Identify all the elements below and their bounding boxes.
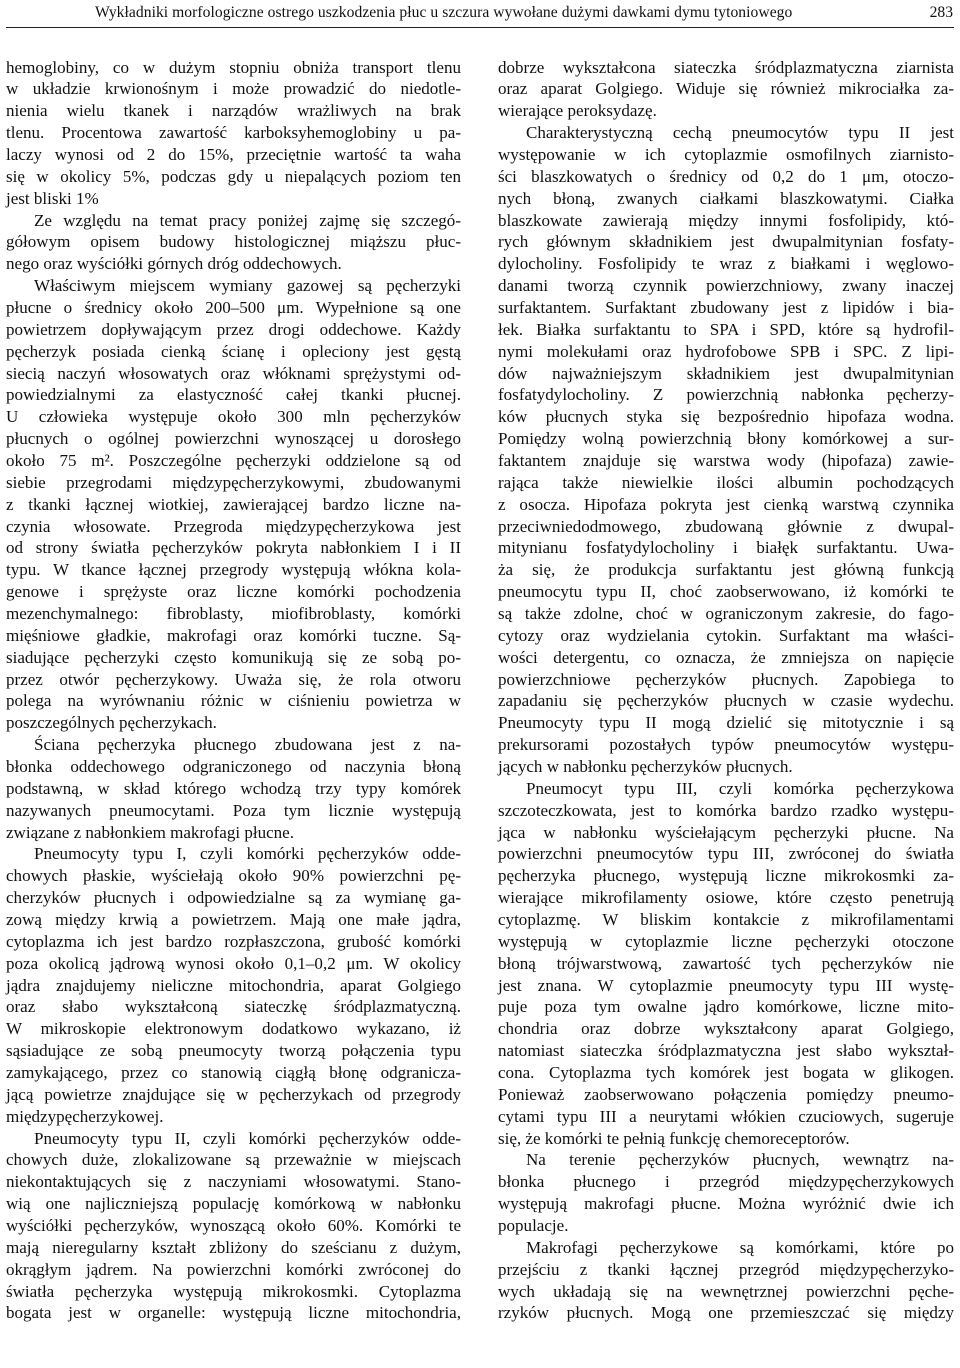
text-line: bogata jest w organelle: występują liczne mitochondria, <box>6 1303 461 1323</box>
text-line: Pneumocyt typu III, czyli komórka pęcherzykowa <box>526 778 954 798</box>
text-line: wierające peroksydazę. <box>498 101 657 121</box>
text-line: Makrofagi pęcherzykowe są komórkami, które po <box>526 1237 954 1257</box>
text-line: jących w nabłonku pęcherzyków płucnych. <box>498 757 793 776</box>
text-line: poza okolicą jądrową wynosi około 0,1–0,2 μm. W okolicy <box>6 953 461 973</box>
text-line: występowanie w ich cytoplazmie osmofilnych ziarnisto- <box>498 144 954 164</box>
text-line: oraz aparat Golgiego. Widuje się również mikrociałka za- <box>498 79 954 99</box>
text-line: się w okolicy 5%, podczas gdy u niepalących poziom ten <box>6 166 461 186</box>
text-line: W mikroskopie elektronowym dodatkowo wykazano, iż <box>6 1019 461 1039</box>
text-line: chowych duże, zlokalizowane są przeważnie w miejscach <box>6 1150 461 1170</box>
text-line: wierające mikrofilamenty osiowe, które często penetrują <box>498 888 954 908</box>
text-line: Właściwym miejscem wymiany gazowej są pęcherzyki <box>34 276 461 296</box>
text-line: światła pęcherzyka występują mikrokosmki. Cytoplazma <box>6 1281 461 1301</box>
text-line: powierzchniowe pęcherzyków płucnych. Zapobiega to <box>498 669 954 689</box>
text-line: siebie przegrodami międzypęcherzykowymi, zbudowanymi <box>6 472 461 492</box>
text-line: cherzyków płucnych i odpowiedzialne są za wymianę ga- <box>6 888 461 908</box>
text-line: z tkanki łącznej wiotkiej, zawierającej bardzo liczne na- <box>6 494 461 514</box>
text-line: Pneumocyty typu I, czyli komórki pęcherzyków odde- <box>34 844 461 864</box>
text-line: laczy wynosi od 2 do 15%, przeciętnie wartość ta waha <box>6 144 461 164</box>
text-line: występują makrofagi płucne. Można wyróżnić dwie ich <box>498 1194 954 1214</box>
text-line: rająca także niewielkie ilości albumin pochodzących <box>498 472 954 492</box>
text-line: typu. W tkance łącznej przegrody występują włókna kola- <box>6 560 461 580</box>
page-number: 283 <box>929 4 953 21</box>
text-line: chowych płaskie, wyściełają około 90% powierzchni pę- <box>6 866 461 886</box>
text-line: gółowym opisem budowy histologicznej miąższu płuc- <box>6 232 461 252</box>
left-text-column <box>6 57 461 1325</box>
text-line: Pomiędzy wolną powierzchnią błony komórkowej a sur- <box>498 429 954 449</box>
text-line: rzyków płucnych. Mogą one przemieszczać się między <box>498 1303 954 1323</box>
text-line: dobrze wykształcona siateczka śródplazmatyczna ziarnista <box>498 57 954 77</box>
text-line: około 75 m². Poszczególne pęcherzyki oddzielone są od <box>6 450 461 470</box>
text-line: zapadaniu się pęcherzyków płucnych w czasie wydechu. <box>498 691 954 711</box>
text-line: puje poza tym owalne jądro komórkowe, liczne mito- <box>498 997 954 1017</box>
text-line: cona. Cytoplazma tych komórek jest bogata w glikogen. <box>498 1063 954 1083</box>
text-line: w układzie krwionośnym i może prowadzić do niedotle- <box>6 79 461 99</box>
text-line: powierzchni pneumocytów typu III, zwróconej do światła <box>498 844 954 864</box>
text-line: podstawną, w skład którego wchodzą trzy typy komórek <box>6 778 461 798</box>
text-line: pneumocytu typu II, choć zaobserwowano, iż komórki te <box>498 582 954 602</box>
text-line: siecią naczyń włosowatych oraz włóknami sprężystymi od- <box>6 363 461 383</box>
text-line: międzypęcherzykowej. <box>6 1106 164 1126</box>
text-line: dylocholiny. Fosfolipidy te wraz z białkami i węglowo- <box>498 254 954 274</box>
text-line: Ściana pęcherzyka płucnego zbudowana jest z na- <box>34 735 461 755</box>
text-line: powietrzem dopływającym przez drogi oddechowe. Każdy <box>6 319 461 339</box>
text-line: płucne o średnicy około 200–500 μm. Wypełnione są one <box>6 297 461 317</box>
text-line: nienia wielu tkanek i narządów wrażliwych na brak <box>6 101 461 121</box>
text-line: nego oraz wyściółki górnych dróg oddechowych. <box>6 254 342 274</box>
text-line: wych układają się na wewnętrznej powierzchni pęche- <box>498 1281 954 1301</box>
text-line: surfaktantem. Surfaktant zbudowany jest z lipidów i bia- <box>498 297 954 317</box>
text-line: łek. Białka surfaktantu to SPA i SPD, które są hydrofil- <box>498 319 954 339</box>
text-line: polega na wyrównaniu różnic w ciśnieniu powietrza w <box>6 691 461 711</box>
text-line: zową między krwią a powietrzem. Mają one małe jądra, <box>6 910 461 930</box>
text-line: mają nieregularny kształt zbliżony do sześcianu z dużym, <box>6 1237 461 1257</box>
text-line: Ze względu na temat pracy poniżej zajmę się szczegó- <box>34 210 461 230</box>
text-line: oraz słabo wykształconą siateczkę śródplazmatyczną. <box>6 997 461 1017</box>
text-line: nymi molekułami oraz hydrofobowe SPB i SPC. Z lipi- <box>498 341 954 361</box>
text-line: Charakterystyczną cechą pneumocytów typu II jest <box>526 123 954 143</box>
text-line: U człowieka występuje około 300 mln pęcherzyków <box>6 407 461 427</box>
text-line: cytoplazma ich jest bardzo rozpłaszczona, grubość komórki <box>6 931 461 951</box>
text-line: jąca w nabłonku wyściełającym pęcherzyki płucne. Na <box>498 822 954 842</box>
text-line: mięśniowe gładkie, makrofagi oraz komórki tuczne. Są- <box>6 625 461 645</box>
text-line: cytoplazmę. W bliskim kontakcie z mikrofilamentami <box>498 910 954 930</box>
text-line: przeciwniedodmowego, zbudowaną głównie z dwupal- <box>498 516 954 536</box>
text-line: Ponieważ zaobserwowano połączenia pomiędzy pneumo- <box>498 1084 954 1104</box>
text-line: sąsiadujące ze sobą pneumocyty tworzą połączenia typu <box>6 1041 461 1061</box>
running-header <box>0 0 960 30</box>
text-line: płucnych o ogólnej powierzchni wynoszącej u dorosłego <box>6 429 461 449</box>
text-line: mezenchymalnego: fibroblasty, miofibroblasty, komórki <box>6 603 461 623</box>
text-line: dów najważniejszym składnikiem jest dwupalmitynian <box>498 363 954 383</box>
header-rule <box>6 27 954 28</box>
text-line: błonka płucnego i przegród międzypęcherzykowych <box>498 1172 954 1192</box>
text-line: przejściu z tkanki łącznej przegród międzypęcherzyko- <box>498 1259 954 1279</box>
text-line: genowe i sprężyste oraz liczne komórki pochodzenia <box>6 582 461 602</box>
text-line: przez otwór pęcherzykowy. Uważa się, że rola otworu <box>6 669 461 689</box>
text-line: natomiast siateczka śródplazmatyczna jest słabo wykształ- <box>498 1041 954 1061</box>
right-text-column <box>498 57 954 1325</box>
text-line: błonka oddechowego odgraniczonego od naczynia błoną <box>6 757 461 776</box>
text-line: pęcherzyk posiada cienką ścianę i opleciony jest gęstą <box>6 341 461 361</box>
text-line: wyściółki pęcherzyków, wynoszącą około 60%. Komórki te <box>6 1216 461 1236</box>
text-line: cytozy oraz wydzielania cytokin. Surfaktant ma właści- <box>498 625 954 645</box>
text-line: od strony światła pęcherzyków pokryta nabłonkiem I i II <box>6 538 461 558</box>
text-line: cytami typu III a neurytami włókien czuciowych, sugeruje <box>498 1106 954 1126</box>
text-line: pęcherzyka płucnego, występują liczne mikrokosmki za- <box>498 866 954 886</box>
text-line: błoną trójwarstwową, zawartość tych pęcherzyków nie <box>498 953 954 973</box>
text-line: chondria oraz dobrze wykształcony aparat Golgiego, <box>498 1019 954 1039</box>
text-line: nych błoną, zwanych ciałkami blaszkowatymi. Ciałka <box>498 188 954 208</box>
text-line: szczoteczkowata, jest to komórka bardzo rzadko występu- <box>498 800 954 820</box>
text-line: Na terenie pęcherzyków płucnych, wewnątrz na- <box>526 1150 954 1170</box>
text-line: związane z nabłonkiem makrofagi płucne. <box>6 822 294 842</box>
text-line: jest bliski 1% <box>6 188 99 208</box>
text-line: jest znana. W cytoplazmie pneumocyty typu III wystę- <box>498 975 954 995</box>
text-line: blaszkowate zawierają między innymi fosfolipidy, któ- <box>498 210 954 230</box>
text-line: wią one najliczniejszą populację komórkową w nabłonku <box>6 1194 461 1214</box>
text-line: okrągłym jądrem. Na powierzchni komórki zwróconej do <box>6 1259 461 1279</box>
text-line: hemoglobiny, co w dużym stopniu obniża transport tlenu <box>6 57 461 77</box>
text-line: się, że komórki te pełnią funkcję chemoreceptorów. <box>498 1128 850 1148</box>
text-line: Pneumocyty typu II, czyli komórki pęcherzyków odde- <box>34 1128 461 1148</box>
text-line: powiedzialnymi za elastyczność całej tkanki płucnej. <box>6 385 461 405</box>
text-line: zamykającego, przez co stanowią ciągłą błonę odgranicza- <box>6 1063 461 1083</box>
text-line: czynia włosowate. Przegroda międzypęcherzykowa jest <box>6 516 461 536</box>
text-line: rych głównym składnikiem jest dwupalmitynian fosfaty- <box>498 232 954 252</box>
text-line: nazywanych pneumocytami. Poza tym licznie występują <box>6 800 461 820</box>
running-header-title: Wykładniki morfologiczne ostrego uszkodzenia płuc u szczura wywołane dużymi dawkami dymu tytoniowego <box>95 4 793 21</box>
text-line: faktantem znajduje się warstwa wody (hipofaza) zawie- <box>498 450 954 470</box>
text-line: poszczególnych pęcherzykach. <box>6 713 217 733</box>
text-line: z osocza. Hipofaza pokryta jest cienką warstwą czynnika <box>498 494 954 514</box>
text-line: są także zdolne, choć w ograniczonym zakresie, do fago- <box>498 603 954 623</box>
text-line: siadujące pęcherzyki często komunikują się ze sobą po- <box>6 647 461 667</box>
text-line: danami tworzą czynnik powierzchniowy, zwany inaczej <box>498 276 954 296</box>
text-line: ków płucnych styka się bezpośrednio hipofaza wodna. <box>498 407 954 427</box>
text-line: ża się, że produkcja surfaktantu jest główną funkcją <box>498 560 954 580</box>
text-line: jądra znajdujemy nieliczne mitochondria, aparat Golgiego <box>6 975 461 995</box>
text-line: niekontaktujących się z naczyniami włosowatymi. Stano- <box>6 1172 461 1192</box>
text-line: tlenu. Procentowa zawartość karboksyhemoglobiny u pa- <box>6 123 461 143</box>
text-line: jącą powietrze znajdujące się w pęcherzykach od przegrody <box>6 1084 461 1104</box>
text-line: mitynianu fosfatydylocholiny i białęk surfaktantu. Uwa- <box>498 538 954 558</box>
text-line: populacje. <box>498 1216 569 1236</box>
text-line: wości detergentu, co oznacza, że zmniejsza on napięcie <box>498 647 954 667</box>
text-line: prekursorami pozostałych typów pneumocytów występu- <box>498 735 954 755</box>
text-line: występują w cytoplazmie liczne pęcherzyki otoczone <box>498 931 954 951</box>
text-line: fosfatydylocholiny. Z powierzchnią nabłonka pęcherzy- <box>498 385 954 405</box>
text-line: Pneumocyty typu II mogą dzielić się mitotycznie i są <box>498 713 954 733</box>
text-line: ści blaszkowatych o średnicy od 0,2 do 1 μm, otoczo- <box>498 166 954 186</box>
